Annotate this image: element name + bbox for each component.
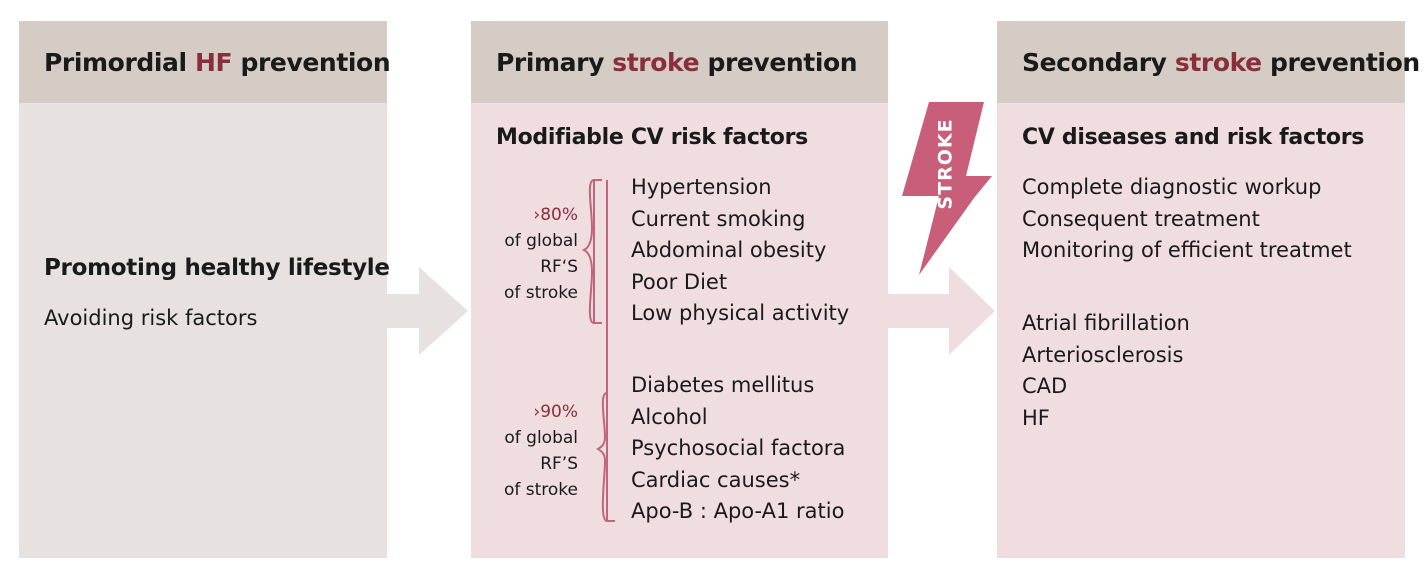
percentage-text: RF‘S	[540, 257, 578, 277]
risk-factor-item: Alcohol	[631, 404, 708, 429]
risk-factor-item: Apo-B : Apo-A1 ratio	[631, 499, 845, 523]
percentage-value: ›90%	[533, 402, 578, 422]
modifiable-risk-heading: Modifiable CV risk factors	[496, 125, 808, 150]
disease-item: Arteriosclerosis	[1022, 342, 1184, 367]
risk-factor-item: Hypertension	[631, 175, 772, 199]
treatment-item: Complete diagnostic workup	[1022, 175, 1322, 199]
title-accent: stroke	[1174, 48, 1262, 77]
title-text: Primary	[496, 48, 613, 77]
risk-factor-item: Abdominal obesity	[631, 238, 827, 262]
risk-factor-item: Poor Diet	[631, 269, 728, 294]
percentage-text: of stroke	[503, 480, 578, 500]
title-text: prevention	[1261, 48, 1420, 77]
title-text: Primordial	[44, 48, 195, 77]
title-accent: stroke	[612, 48, 700, 77]
avoiding-risk-factors-text: Avoiding risk factors	[44, 306, 258, 330]
cv-diseases-heading: CV diseases and risk factors	[1022, 125, 1365, 150]
disease-item: HF	[1022, 405, 1050, 430]
percentage-text: RF’S	[540, 454, 578, 474]
title-accent: HF	[194, 48, 233, 77]
percentage-text: of global	[504, 231, 578, 251]
title-text: prevention	[699, 48, 858, 77]
lifestyle-heading: Promoting healthy lifestyle	[44, 255, 390, 281]
stroke-label: STROKE	[934, 118, 957, 210]
disease-item: Atrial fibrillation	[1022, 311, 1190, 335]
disease-item: CAD	[1022, 374, 1068, 398]
treatment-item: Monitoring of efficient treatmet	[1022, 238, 1352, 262]
risk-factor-item: Low physical activity	[631, 301, 850, 325]
title-text: prevention	[232, 48, 391, 77]
percentage-value: ›80%	[533, 205, 578, 225]
percentage-text: of stroke	[503, 283, 578, 303]
risk-factor-item: Cardiac causes*	[631, 467, 801, 492]
risk-factor-item: Psychosocial factora	[631, 436, 846, 460]
title-text: Secondary	[1022, 48, 1175, 77]
risk-factor-item: Current smoking	[631, 206, 806, 231]
percentage-text: of global	[504, 428, 578, 448]
treatment-item: Consequent treatment	[1022, 206, 1260, 231]
risk-factor-item: Diabetes mellitus	[631, 373, 815, 397]
